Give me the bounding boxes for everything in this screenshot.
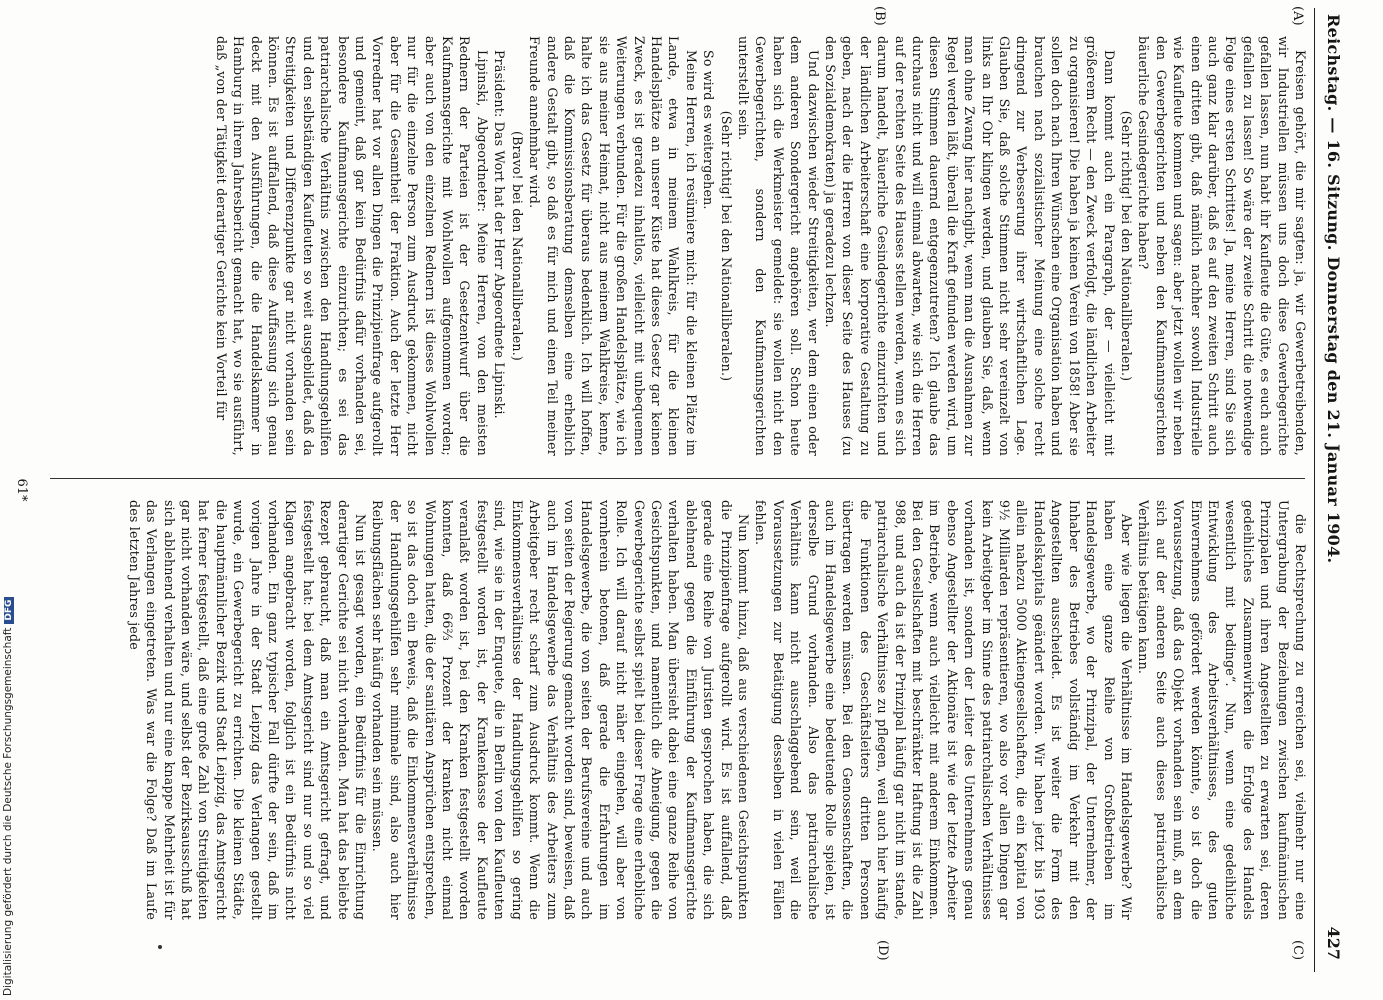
paragraph: Meine Herren, ich resümiere mich: für die kleinen Plätze im Lande, etwa in meinem Wahlkreis, für die kleinen Handelsplätze an unserer Küste hat dieses Gesetz gar keinen Zweck, es ist geradezu inhaltlos, vielleicht mit unbequemen Weiterungen verbunden. Für die großen Handelsplätze, wie ich sie aus meiner Heimat, nicht aus meinem Wahlkreise, kenne, halte ich das Gesetz für überaus bedenklich. Ich will hoffen, daß die Kommissionsberatung demselben eine erheblich andere Gestalt gibt, so daß es für mich und einen Teil meiner Freunde annehmbar wird. [527,36,699,456]
paragraph: Präsident: Das Wort hat der Herr Abgeordnete Lipinski. [492,50,508,419]
margin-marker-c: (C) [1290,940,1305,961]
signature-mark: 61* [14,478,29,502]
paragraph: So wird es weitergehen. [701,50,717,210]
dfg-watermark [2,597,14,996]
column-divider [50,478,1305,479]
dfg-watermark-text: Digitalisierung gefördert durch die Deutsche Forschungsgemeinschaft [2,627,14,996]
paragraph: Nun kommt hinzu, daß aus verschiedenen Gesichtspunkten die Prinzipienfrage aufgerollt wird. Es ist auffallend, daß gerade eine Reihe von Juristen gesprochen haben, die sich ablehnend gegen die Einführung der Kaufmannsgerichte verhalten haben. Man übersieht dabei eine ganze Reihe von Gesichtspunkten, und namentlich die Abneigung, gegen die Gewerbegerichte selbst spielt bei dieser Frage eine erhebliche Rolle. Ich will darauf nicht näher eingehen, will aber von vornherein betonen, daß gerade die Erfahrungen im Handelsgewerbe, die von seiten der Berufsvereine und auch von seiten der Regierung gemacht worden sind, beweisen, daß auch im Handelsgewerbe das Verhältnis des Arbeiters zum Arbeitgeber recht scharf zum Ausdruck kommt. Wenn die Einkommensverhältnisse der Handlungsgehilfen so gering sind, wie sie in der Enquete, die in Berlin von den Kaufleuten festgestellt worden ist, der Krankenkasse der Kaufleute veranlaßt worden ist, bei den Kranken festgestellt worden konnten, daß 66⅔ Prozent der kranken nicht einmal Wohnungen hatten, die der sanitären Ansprüchen entsprechen, so ist das doch ein Beweis, daß die Einkommensverhältnisse der Handlungsgehilfen sehr minimale sind, also auch hier Reibungsflächen sehr häufig vorhanden sein müssen. [370,500,751,920]
page-number: 427 [1324,926,1343,960]
paragraph: Und dazwischen wieder Streitigkeiten, wer dem einen oder dem anderen Sondergericht angehören soll. Schon heute haben sich die Werkmeister gemeldet: sie wollen nicht den Gewerbegerichten, sondern den Kaufmannsgerichten unterstellt sein. [736,36,821,456]
scan-speck [158,945,162,949]
paragraph: die Rechtsprechung zu erreichen sei, vielmehr nur eine Untergrabung der Beziehungen zwischen kaufmännischen Prinzipalen und ihren Angestellten zu erwarten sei, deren gedeihliches Zusammenwirken die Erfolge des Handels wesentlich mit bedinge“. Nun, wenn eine gedeihliche Entwicklung des Arbeitsverhältnisses, des guten Einvernehmens gefördert werden könnte, so ist doch die Voraussetzung, daß das Objekt vorhanden sein muß, an dem sich auf der anderen Seite auch dieses patriarchalische Verhältnis betätigen kann. [1136,500,1308,920]
text-column-right [59,500,1309,920]
text-column-left [59,36,1309,456]
page-header-title: Reichstag. — 16. Sitzung. Donnerstag den 21. Januar 1904. [1324,14,1343,564]
interjection: (Sehr richtig! bei den Nationalliberalen.) [718,110,734,382]
paragraph: Dann kommt auch ein Paragraph, der — vielleicht mit größerem Recht — den Zweck verfolgt, die ländlichen Arbeiter zu organisieren! Die haben ja keinen Verein von 1858! Aber sie sollen doch nach Ihren Wünschen eine Organisation haben und brauchen nach sozialistischer Meinung eine solche recht dringend zur Verbesserung ihrer wirtschaftlichen Lage. Glauben Sie, daß solche Stimmen nicht sehr vereinzelt von links an Ihr Ohr klingen werden, und glauben Sie, daß, wenn man ohne Zwang hier nachgibt, wenn man die Ausnahmen zur Regel werden läßt, überall die Kraft gefunden werden wird, um diesen Stimmen dauernd entgegenzutreten? Ich glaube das durchaus nicht und will einmal abwarten, wie sich die Herren auf der rechten Seite des Hauses stellen werden, wenn es sich darum handelt, bäuerliche Gesindegerichte einzurichten und der ländlichen Arbeiterschaft eine korporative Gestaltung zu geben, nach der die Herren von dieser Seite des Hauses (zu den Sozialdemokraten) ja geradezu lechzen. [823,36,1117,456]
header-rule [1314,8,1315,972]
margin-marker-d: (D) [875,940,890,961]
paragraph: Kreisen gehört, die mir sagten: ja, wir Gewerbetreibenden, wir Industriellen müssen uns doch diese Gewerbegerichte gefallen lassen, nun habt ihr Kaufleute die Güte, es euch auch gefallen zu lassen! So wäre der zweite Schritt die notwendige Folge eines ersten Schrittes! Ja, meine Herren, sind Sie sich auch ganz klar darüber, daß es auf den zweiten Schritt auch einen dritten gibt, daß nämlich nachher sowohl Industrielle wie Kaufleute kommen und sagen: aber jetzt wollen wir neben den Gewerbegerichten und neben den Kaufmannsgerichten bäuerliche Gesindegerichte haben? [1136,36,1308,456]
paragraph: Aber wie liegen die Verhältnisse im Handelsgewerbe? Wir haben eine ganze Reihe von Großbetrieben im Handelsgewerbe, wo der Prinzipal, der Unternehmer, der Inhaber des Betriebes vollständig im Verkehr mit den Angestellten ausscheidet. Es ist weiter die Form des Handelskapitals geändert worden. Wir haben jetzt bis 1903 allein nahezu 5000 Aktiengesellschaften, die ein Kapital von 9½ Milliarden repräsentieren, wo also vor allen Dingen gar kein Arbeitgeber im Sinne des patriarchalischen Verhältnisses vorhanden ist, sondern der Leiter des Unternehmens genau ebenso Angestellter der Aktionäre ist wie der letzte Arbeiter im Betriebe, wenn auch vielleicht mit anderem Einkommen. Bei den Gesellschaften mit beschränkter Haftung ist die Zahl 988, und auch da ist der Prinzipal häufig gar nicht im stande, patriarchalische Verhältnisse zu pflegen, weil auch hier häufig die Funktionen des Geschäftsleiters dritten Personen übertragen werden müssen. Bei den Genossenschaften, die auch im Handelsgewerbe eine bedeutende Rolle spielen, ist derselbe Grund vorhanden. Also das patriarchalische Verhältnis kann nicht ausschlaggebend sein, weil die Voraussetzungen zur Betätigung desselben in vielen Fällen fehlen. [753,500,1134,920]
dfg-logo-icon: DFG [4,597,14,624]
paragraph: Nun ist gesagt worden, ein Bedürfnis für die Einrichtung derartiger Gerichte sei nicht vorhanden. Man hat das beliebte Rezept gebraucht, daß man ein Amtsgericht gefragt, und festgestellt hat: bei dem Amtsgericht sind nur so und so viel Klagen angebracht worden, folglich ist ein Bedürfnis nicht vorhanden. Ein ganz typischer Fall dürfte der sein, daß im vorigen Jahre in der Stadt Leipzig das Verlangen gestellt wurde, ein Gewerbegericht zu errichten. Die kleinen Städte, die hauptmännlicher Bezirk und Stadt Leipzig, das Amtsgericht hat ferner festgestellt, daß eine große Zahl von Streitigkeiten gar nicht vorhanden wäre, und selbst der Bezirksausschuß hat sich ablehnend verhalten und nur eine knappe Mehrheit ist für das Verlangen eingetreten. Was war die Folge? Daß im Laufe des letzten Jahres jede [126,500,369,920]
paragraph: Lipinski, Abgeordneter: Meine Herren, von den meisten Rednern der Parteien ist der Gesetzentwurf über die Kaufmannsgerichte mit Wohlwollen aufgenommen worden; aber auch von den einzelnen Rednern ist dieses Wohlwollen nur für die einzelne Person zum Ausdruck gekommen, nicht aber für die Gesamtheit der Fraktion. Auch der letzte Herr Vorredner hat vor allen Dingen die Prinzipienfrage aufgerollt und gemeint, daß gar kein Bedürfnis dafür vorhanden sei, besondere Kaufmannsgerichte einzurichten; es sei das patriarchalische Verhältnis zwischen den Handlungsgehilfen und den selbständigen Kaufleuten so weit ausgebildet, daß da Streitigkeiten und Differenzpunkte gar nicht vorhanden sein können. Es ist auffallend, daß diese Auffassung sich genau deckt mit den Ausführungen, die die Handelskammer in Hamburg in ihrem Jahresbericht gemacht hat, wo sie ausführt, daß „von der Tätigkeit derartiger Gerichte kein Vorteil für [213,36,490,456]
interjection: (Bravo! bei den Nationalliberalen.) [509,130,525,362]
margin-marker-a: (A) [1290,6,1305,26]
margin-marker-b: (B) [872,6,887,26]
interjection: (Sehr richtig! bei den Nationalliberalen.) [1118,110,1134,382]
